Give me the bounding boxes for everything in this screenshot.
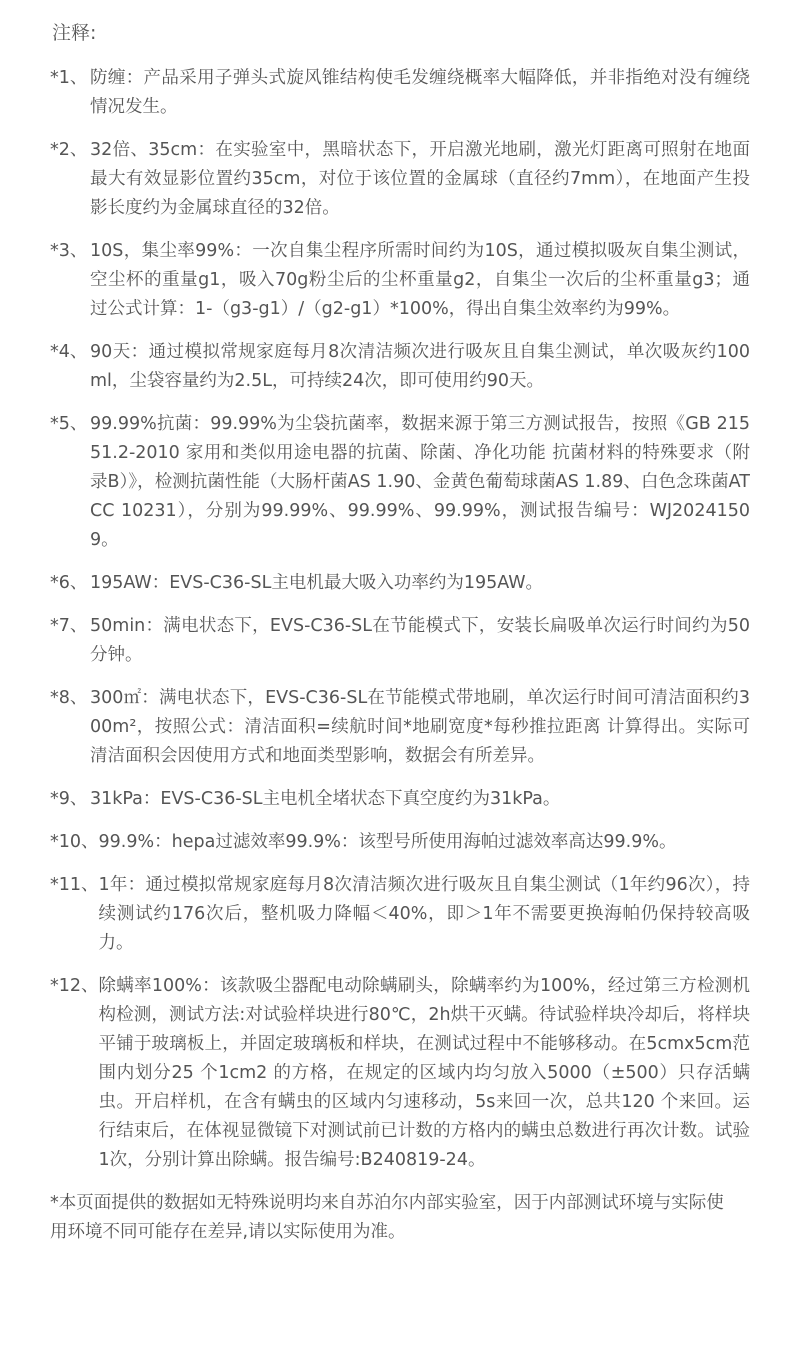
note-item-1 (52, 64, 750, 122)
note-number: *6、 (50, 573, 88, 593)
note-text: 195AW：EVS-C36-SL主电机最大吸入功率约为195AW。 (90, 573, 544, 593)
note-item-8 (52, 684, 750, 771)
note-item-9 (52, 785, 750, 814)
note-item-3 (52, 237, 750, 324)
note-number: *9、 (50, 789, 88, 809)
note-item-2 (52, 136, 750, 223)
note-number: *11、 (50, 875, 99, 895)
note-item-11 (52, 871, 750, 958)
note-item-5 (52, 410, 750, 555)
note-text: 1年：通过模拟常规家庭每月8次清洁频次进行吸灰且自集尘测试（1年约96次），持续测试约176次后，整机吸力降幅＜40%，即＞1年不需要更换海帕仍保持较高吸力。 (98, 875, 750, 953)
note-item-6 (52, 569, 750, 598)
note-number: *7、 (50, 616, 88, 636)
note-item-7 (52, 612, 750, 670)
notes-list (52, 64, 750, 1175)
note-number: *3、 (50, 241, 88, 261)
note-text: 防缠：产品采用子弹头式旋风锥结构使毛发缠绕概率大幅降低，并非指绝对没有缠绕情况发生。 (90, 68, 750, 117)
note-number: *12、 (50, 976, 99, 996)
note-item-4 (52, 338, 750, 396)
note-text: 99.9%：hepa过滤效率99.9%：该型号所使用海帕过滤效率高达99.9%。 (98, 832, 677, 852)
note-text: 90天：通过模拟常规家庭每月8次清洁频次进行吸灰且自集尘测试，单次吸灰约100ml，尘袋容量约为2.5L，可持续24次，即可使用约90天。 (90, 342, 750, 391)
note-number: *2、 (50, 140, 88, 160)
note-item-10 (52, 828, 750, 857)
note-text: 32倍、35cm：在实验室中，黑暗状态下，开启激光地刷，激光灯距离可照射在地面最大有效显影位置约35cm，对位于该位置的金属球（直径约7mm），在地面产生投影长度约为金属球直径的32倍。 (90, 140, 750, 218)
note-number: *8、 (50, 688, 88, 708)
note-text: 31kPa：EVS-C36-SL主电机全堵状态下真空度约为31kPa。 (90, 789, 561, 809)
page-title: 注释: (52, 22, 97, 44)
note-number: *4、 (50, 342, 88, 362)
note-item-12 (52, 972, 750, 1175)
note-text: 50min：满电状态下，EVS-C36-SL在节能模式下，安装长扁吸单次运行时间约为50分钟。 (90, 616, 750, 665)
note-text: 除螨率100%：该款吸尘器配电动除螨刷头，除螨率约为100%，经过第三方检测机构检测，测试方法:对试验样块进行80℃，2h烘干灭螨。待试验样块冷却后，将样块平铺于玻璃板上，并固定玻璃板和样块，在测试过程中不能够移动。在5cmx5cm范围内划分25 个1cm2 的方格，在规定的区域内均匀放入5000（±500）只存活螨虫。开启样机，在含有螨虫的区域内匀速移动，5s来回一次，总共120 个来回。运行结束后，在体视显微镜下对测试前已计数的方格内的螨虫总数进行再次计数。试验1次，分别计算出除螨。报告编号:B240819-24。 (98, 976, 750, 1170)
note-number: *1、 (50, 68, 88, 88)
disclaimer-footer: *本页面提供的数据如无特殊说明均来自苏泊尔内部实验室，因于内部测试环境与实际使用环境不同可能存在差异,请以实际使用为准。 (50, 1193, 724, 1242)
note-text: 300㎡：满电状态下，EVS-C36-SL在节能模式带地刷，单次运行时间可清洁面积约300m²，按照公式：清洁面积=续航时间*地刷宽度*每秒推拉距离 计算得出。实际可清洁面积会因使用方式和地面类型影响，数据会有所差异。 (90, 688, 750, 766)
note-number: *10、 (50, 832, 99, 852)
note-number: *5、 (50, 414, 88, 434)
note-text: 10S，集尘率99%：一次自集尘程序所需时间约为10S，通过模拟吸灰自集尘测试，空尘杯的重量g1，吸入70g粉尘后的尘杯重量g2，自集尘一次后的尘杯重量g3；通过公式计算：1-（g3-g1）/（g2-g1）*100%，得出自集尘效率约为99%。 (90, 241, 750, 319)
note-text: 99.99%抗菌：99.99%为尘袋抗菌率，数据来源于第三方测试报告，按照《GB 21551.2-2010 家用和类似用途电器的抗菌、除菌、净化功能 抗菌材料的特殊要求（附录B）》，检测抗菌性能（大肠杆菌AS 1.90、金黄色葡萄球菌AS 1.89、白色念珠菌ATCC 10231），分别为99.99%、99.99%、99.99%，测试报告编号：WJ20241509。 (90, 414, 750, 550)
